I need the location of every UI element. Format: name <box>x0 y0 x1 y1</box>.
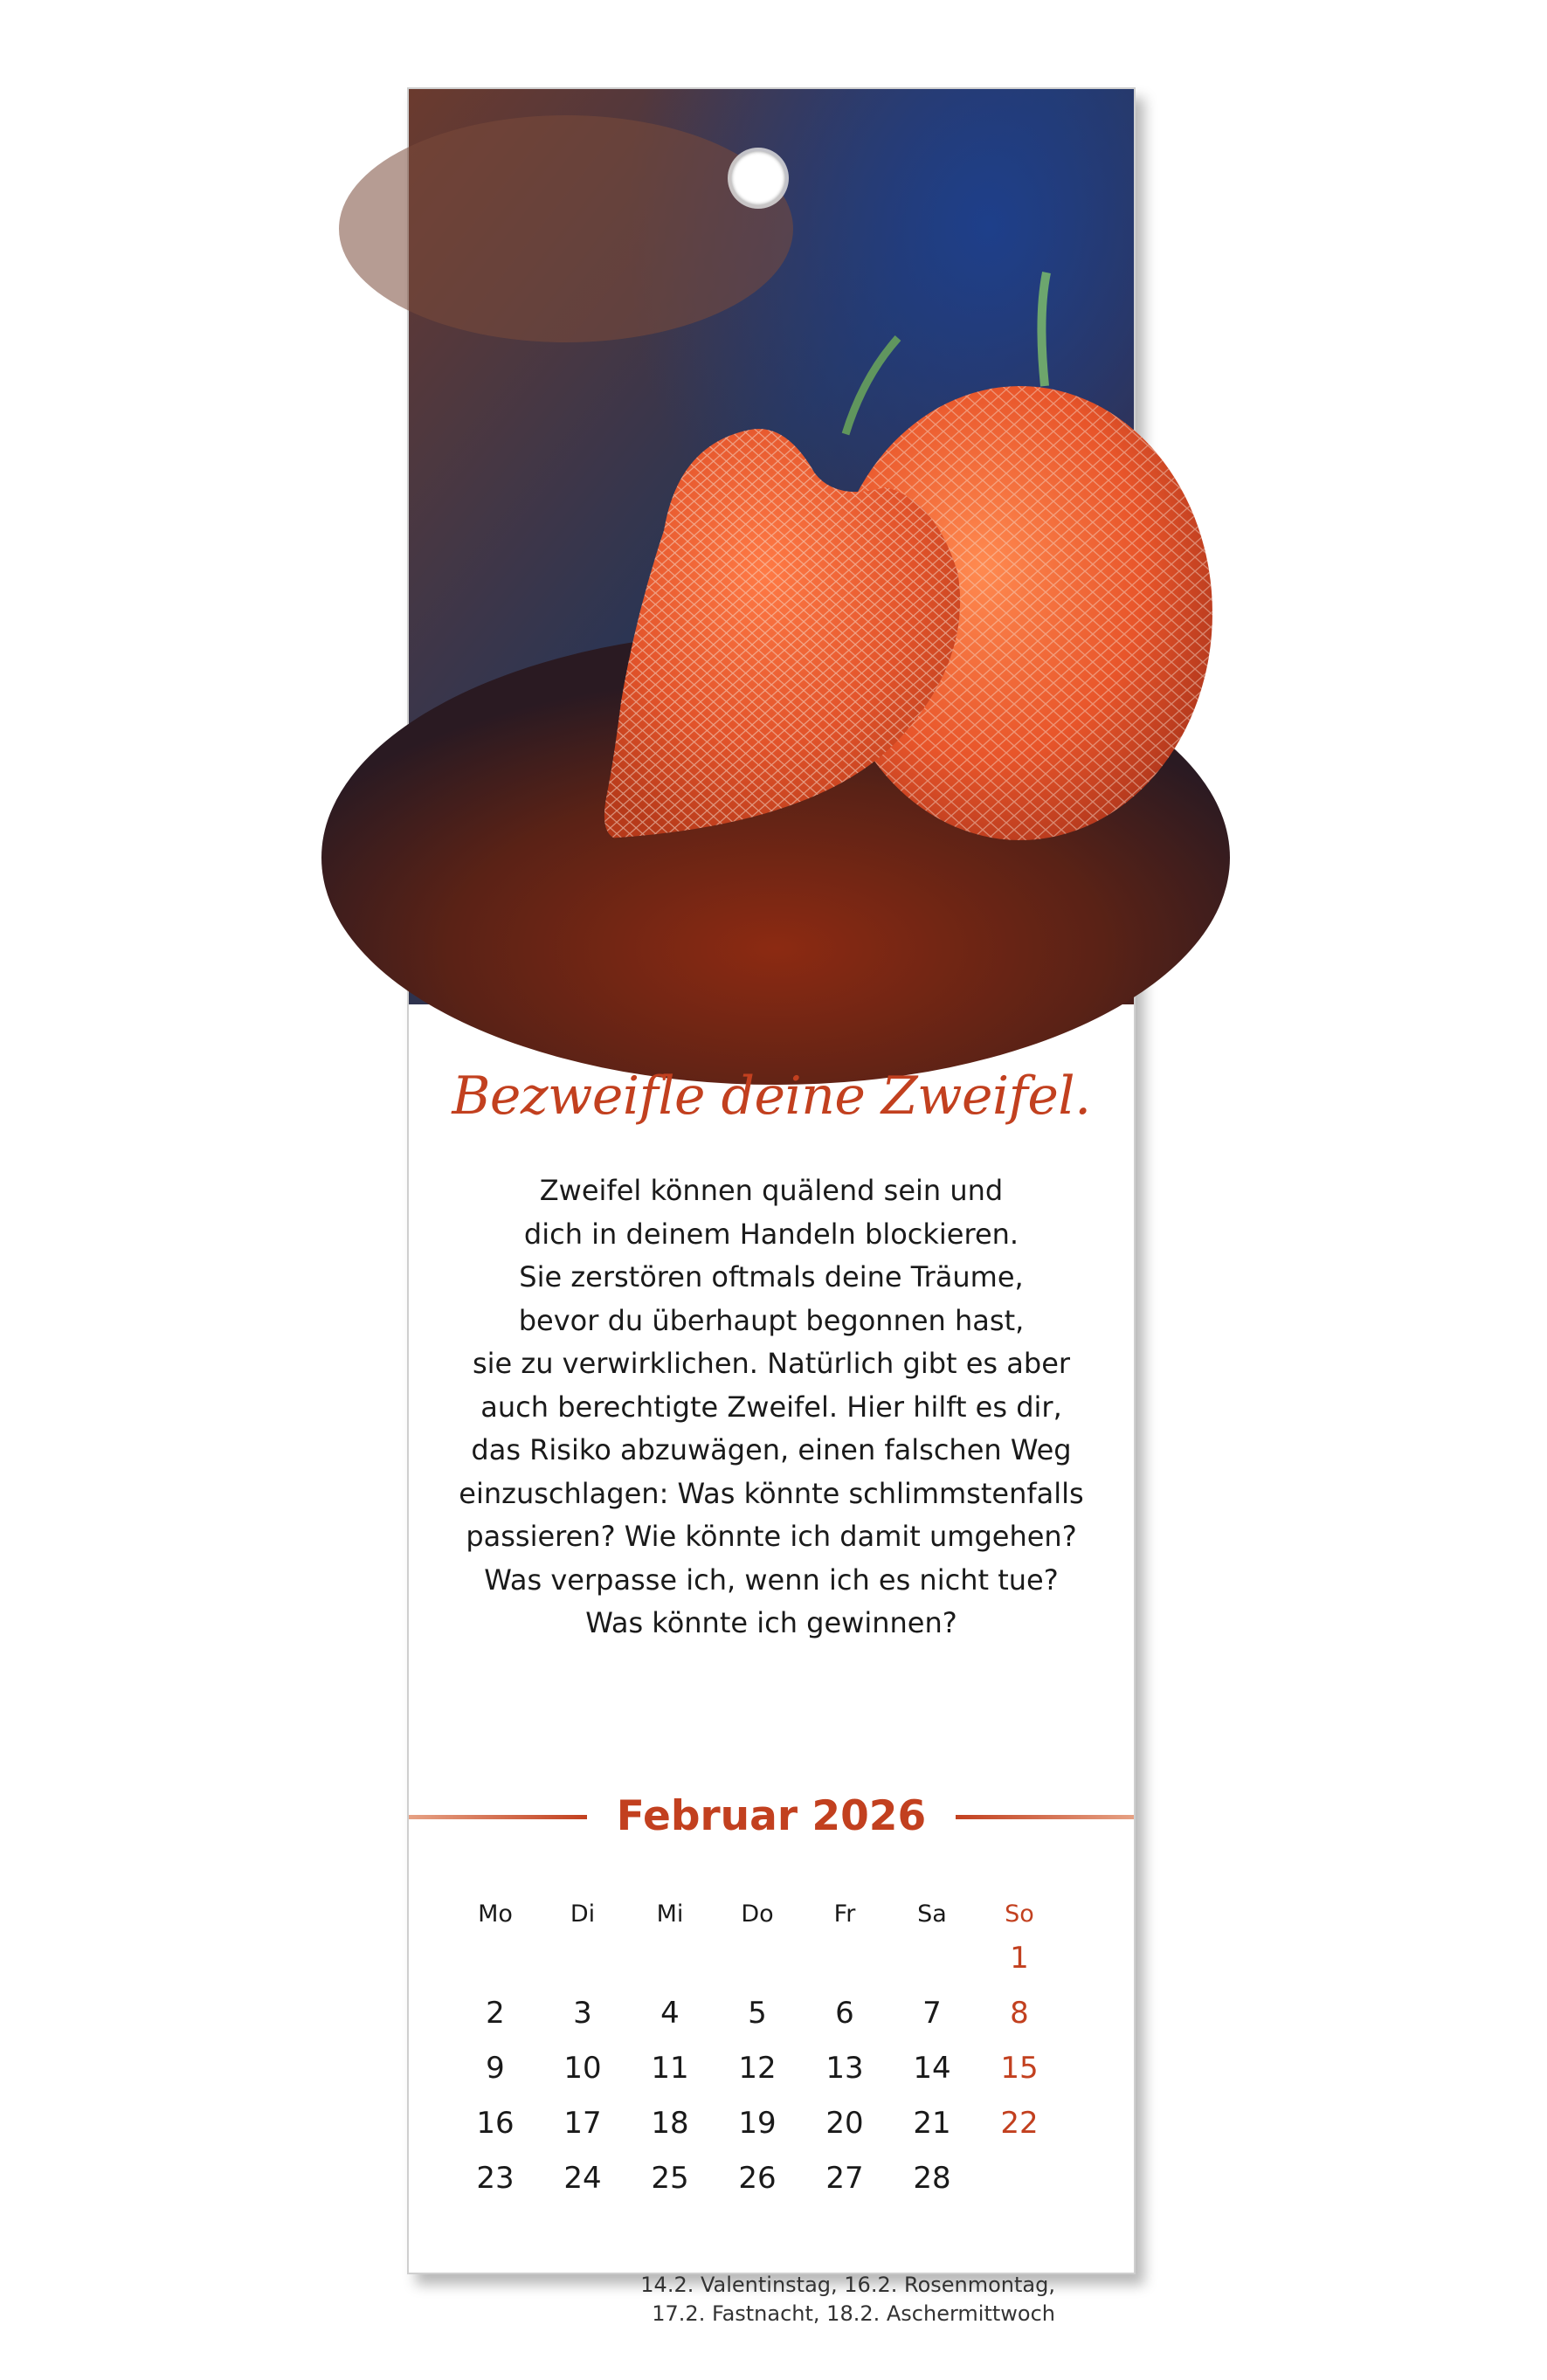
body-line: dich in deinem Handeln blockieren. <box>523 1217 1019 1251</box>
calendar-page <box>407 87 1136 2326</box>
body-line: das Risiko abzuwägen, einen falschen Weg <box>471 1433 1072 1466</box>
holiday-line: 14.2. Valentinstag, 16.2. Rosenmontag, <box>640 2273 1055 2297</box>
day-cell: 1 <box>1010 1941 1029 1976</box>
day-cell: 4 <box>660 1996 680 2031</box>
day-cell: 12 <box>738 2051 777 2086</box>
body-line: passieren? Wie könnte ich damit umgehen? <box>466 1520 1077 1553</box>
body-line: Sie zerstören oftmals deine Träume, <box>519 1260 1024 1293</box>
day-cell: 11 <box>651 2051 689 2086</box>
day-cell: 18 <box>651 2106 689 2141</box>
day-cell: 17 <box>563 2106 602 2141</box>
calendar-grid <box>409 89 1134 2276</box>
weekday-label: Mo <box>478 1901 513 1928</box>
weekday-label: Di <box>570 1901 596 1928</box>
day-cell: 19 <box>738 2106 777 2141</box>
day-cell: 7 <box>922 1996 942 2031</box>
body-line: auch berechtigte Zweifel. Hier hilft es dir, <box>480 1390 1062 1424</box>
day-cell: 10 <box>563 2051 602 2086</box>
day-cell: 15 <box>1000 2051 1039 2086</box>
day-cell: 24 <box>563 2161 602 2196</box>
body-line: Was verpasse ich, wenn ich es nicht tue? <box>484 1563 1059 1597</box>
body-line: einzuschlagen: Was könnte schlimmstenfalls <box>459 1476 1084 1510</box>
day-cell: 21 <box>913 2106 951 2141</box>
day-cell: 14 <box>913 2051 951 2086</box>
body-line: Zweifel können quälend sein und <box>539 1174 1004 1207</box>
headline: Bezweifle deine Zweifel. <box>452 1066 1091 1127</box>
day-cell: 25 <box>651 2161 689 2196</box>
weekday-label: Fr <box>833 1901 856 1928</box>
day-cell: 5 <box>748 1996 767 2031</box>
weekday-label: Do <box>741 1901 774 1928</box>
day-cell: 20 <box>825 2106 864 2141</box>
holiday-line: 17.2. Fastnacht, 18.2. Aschermittwoch <box>652 2301 1055 2326</box>
day-cell: 23 <box>476 2161 515 2196</box>
holiday-notes <box>640 2271 1055 2328</box>
weekday-label: So <box>1005 1901 1034 1928</box>
day-cell: 16 <box>476 2106 515 2141</box>
body-line: bevor du überhaupt begonnen hast, <box>518 1303 1025 1337</box>
day-cell: 26 <box>738 2161 777 2196</box>
day-cell: 8 <box>1010 1996 1029 2031</box>
day-cell: 27 <box>825 2161 864 2196</box>
body-line: Was könnte ich gewinnen? <box>585 1606 957 1639</box>
weekday-label: Mi <box>656 1901 684 1928</box>
body-line: sie zu verwirklichen. Natürlich gibt es aber <box>472 1347 1071 1380</box>
day-cell: 6 <box>835 1996 854 2031</box>
month-title: Februar 2026 <box>616 1792 927 1840</box>
day-cell: 2 <box>486 1996 505 2031</box>
day-cell: 3 <box>573 1996 592 2031</box>
day-cell: 13 <box>825 2051 864 2086</box>
day-cell: 22 <box>1000 2106 1039 2141</box>
weekday-label: Sa <box>917 1901 947 1928</box>
day-cell: 28 <box>913 2161 951 2196</box>
day-cell: 9 <box>486 2051 505 2086</box>
